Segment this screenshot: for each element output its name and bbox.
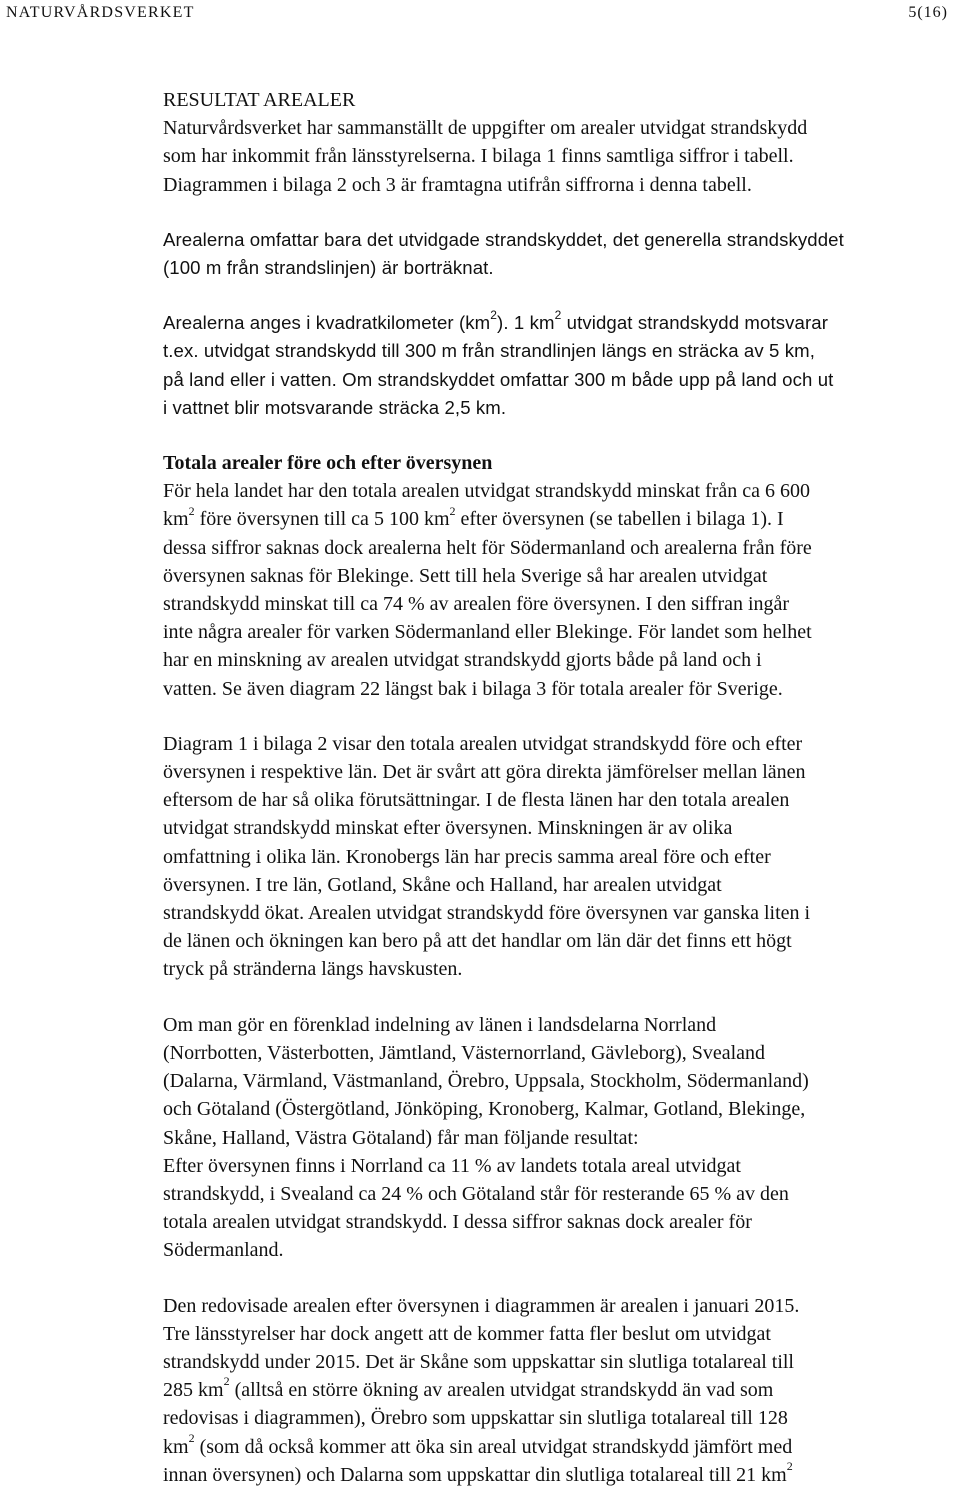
paragraph-line: strandskydd minskat till ca 74 % av arealen före översynen. I den siffran ingår: [163, 593, 790, 616]
paragraph-line: Naturvårdsverket har sammanställt de uppgifter om arealer utvidgat strandskydd: [163, 117, 808, 140]
paragraph-line: översynen i respektive län. Det är svårt att göra direkta jämförelser mellan länen: [163, 761, 806, 784]
paragraph-line: strandskydd under 2015. Det är Skåne som uppskattar sin slutliga totalareal till: [163, 1350, 794, 1373]
paragraph-line: (Norrbotten, Västerbotten, Jämtland, Västernorrland, Gävleborg), Svealand: [163, 1041, 766, 1064]
running-header: [0, 0, 960, 26]
superscript: 2: [223, 1374, 230, 1389]
paragraph-line: Diagram 1 i bilaga 2 visar den totala arealen utvidgat strandskydd före och efter: [163, 732, 803, 755]
superscript: 2: [188, 503, 195, 518]
paragraph-line: (Dalarna, Värmland, Västmanland, Örebro, Uppsala, Stockholm, Södermanland): [163, 1070, 809, 1093]
paragraph-line: innan översynen) och Dalarna som uppskattar din slutliga totalareal till 21 $km^2$: [163, 1459, 793, 1486]
paragraph-line: strandskydd ökat. Arealen utvidgat strandskydd före översynen var ganska liten i: [163, 902, 811, 925]
superscript: 2: [449, 503, 456, 518]
superscript: 2: [554, 308, 562, 323]
paragraph-line: Om man gör en förenklad indelning av länen i landsdelarna Norrland: [163, 1013, 717, 1036]
paragraph-line: i vattnet blir motsvarande sträcka 2,5 km.: [163, 396, 507, 418]
paragraph-line: (100 m från strandslinjen) är borträknat.: [163, 257, 494, 279]
section-heading: RESULTAT AREALER: [163, 89, 356, 111]
section-title: Totala arealer före och efter översynen: [163, 452, 493, 475]
paragraph-line: dessa siffror saknas dock arealerna helt för Södermanland och arealerna från före: [163, 536, 812, 559]
paragraph-line: t.ex. utvidgat strandskydd till 300 m från strandlinjen längs en sträcka av 5 km,: [163, 340, 815, 362]
paragraph-line: har en minskning av arealen utvidgat strandskydd gjorts både på land och i: [163, 649, 762, 672]
paragraph-line: översynen saknas för Blekinge. Sett till hela Sverige så har arealen utvidgat: [163, 564, 768, 587]
paragraph-line: inte några arealer för varken Södermanland eller Blekinge. För landet som helhet: [163, 621, 812, 644]
paragraph-line: $km^2$ (som då också kommer att öka sin areal utvidgat strandskydd jämfört med: [163, 1430, 793, 1458]
paragraph-line: Arealerna omfattar bara det utvidgade strandskyddet, det generella strandskyddet: [163, 228, 844, 250]
paragraph-line: Arealerna anges i kvadratkilometer $(km^2)$. 1 $km^2$ utvidgat strandskydd motsvarar: [163, 308, 828, 334]
paragraph-line: på land eller i vatten. Om strandskyddet omfattar 300 m både upp på land och ut: [163, 368, 834, 390]
paragraph-line: redovisas i diagrammen), Örebro som uppskattar sin slutliga totalareal till 128: [163, 1407, 788, 1430]
superscript: 2: [786, 1459, 793, 1474]
paragraph-line: Södermanland.: [163, 1239, 284, 1262]
paragraph-line: totala arealen utvidgat strandskydd. I dessa siffror saknas dock arealer för: [163, 1211, 752, 1234]
document-body: [163, 86, 955, 1489]
paragraph-line: eftersom de har så olika förutsättningar. I de flesta länen har den totala arealen: [163, 789, 790, 812]
paragraph-line: Den redovisade arealen efter översynen i diagrammen är arealen i januari 2015.: [163, 1294, 800, 1317]
paragraph-line: Tre länsstyrelser har dock angett att de kommer fatta fler beslut om utvidgat: [163, 1322, 771, 1345]
paragraph-line: översynen. I tre län, Gotland, Skåne och Halland, har arealen utvidgat: [163, 873, 722, 896]
paragraph-line: För hela landet har den totala arealen utvidgat strandskydd minskat från ca 6 600: [163, 480, 811, 503]
paragraph-line: $km^2$ före översynen till ca 5 100 $km^2$ efter översynen (se tabellen i bilaga 1). I: [163, 503, 784, 531]
paragraph-line: vatten. Se även diagram 22 längst bak i bilaga 3 för totala arealer för Sverige.: [163, 677, 783, 700]
paragraph-line: Diagrammen i bilaga 2 och 3 är framtagna utifrån siffrorna i denna tabell.: [163, 173, 752, 196]
paragraph-line: 285 $km^2$ (alltså en större ökning av arealen utvidgat strandskydd än vad som: [163, 1374, 774, 1402]
paragraph-line: utvidgat strandskydd minskat efter översynen. Minskningen är av olika: [163, 817, 733, 840]
paragraph-line: som har inkommit från länsstyrelserna. I bilaga 1 finns samtliga siffror i tabell.: [163, 145, 794, 168]
org-name: NATURVÅRDSVERKET: [6, 4, 195, 21]
paragraph-line: omfattning i olika län. Kronobergs län har precis samma areal före och efter: [163, 845, 771, 868]
paragraph-line: och Götaland (Östergötland, Jönköping, Kronoberg, Kalmar, Gotland, Blekinge,: [163, 1098, 806, 1121]
paragraph-line: strandskydd, i Svealand ca 24 % och Götaland står för resterande 65 % av den: [163, 1182, 789, 1205]
superscript: 2: [490, 308, 498, 323]
superscript: 2: [188, 1430, 195, 1445]
paragraph-line: de länen och ökningen kan bero på att det handlar om län där det finns ett högt: [163, 930, 792, 953]
paragraph-line: tryck på stränderna längs havskusten.: [163, 958, 463, 981]
page-number: 5(16): [908, 4, 948, 21]
paragraph-line: Skåne, Halland, Västra Götaland) får man följande resultat:: [163, 1126, 639, 1149]
paragraph-line: Efter översynen finns i Norrland ca 11 % av landets totala areal utvidgat: [163, 1154, 741, 1177]
